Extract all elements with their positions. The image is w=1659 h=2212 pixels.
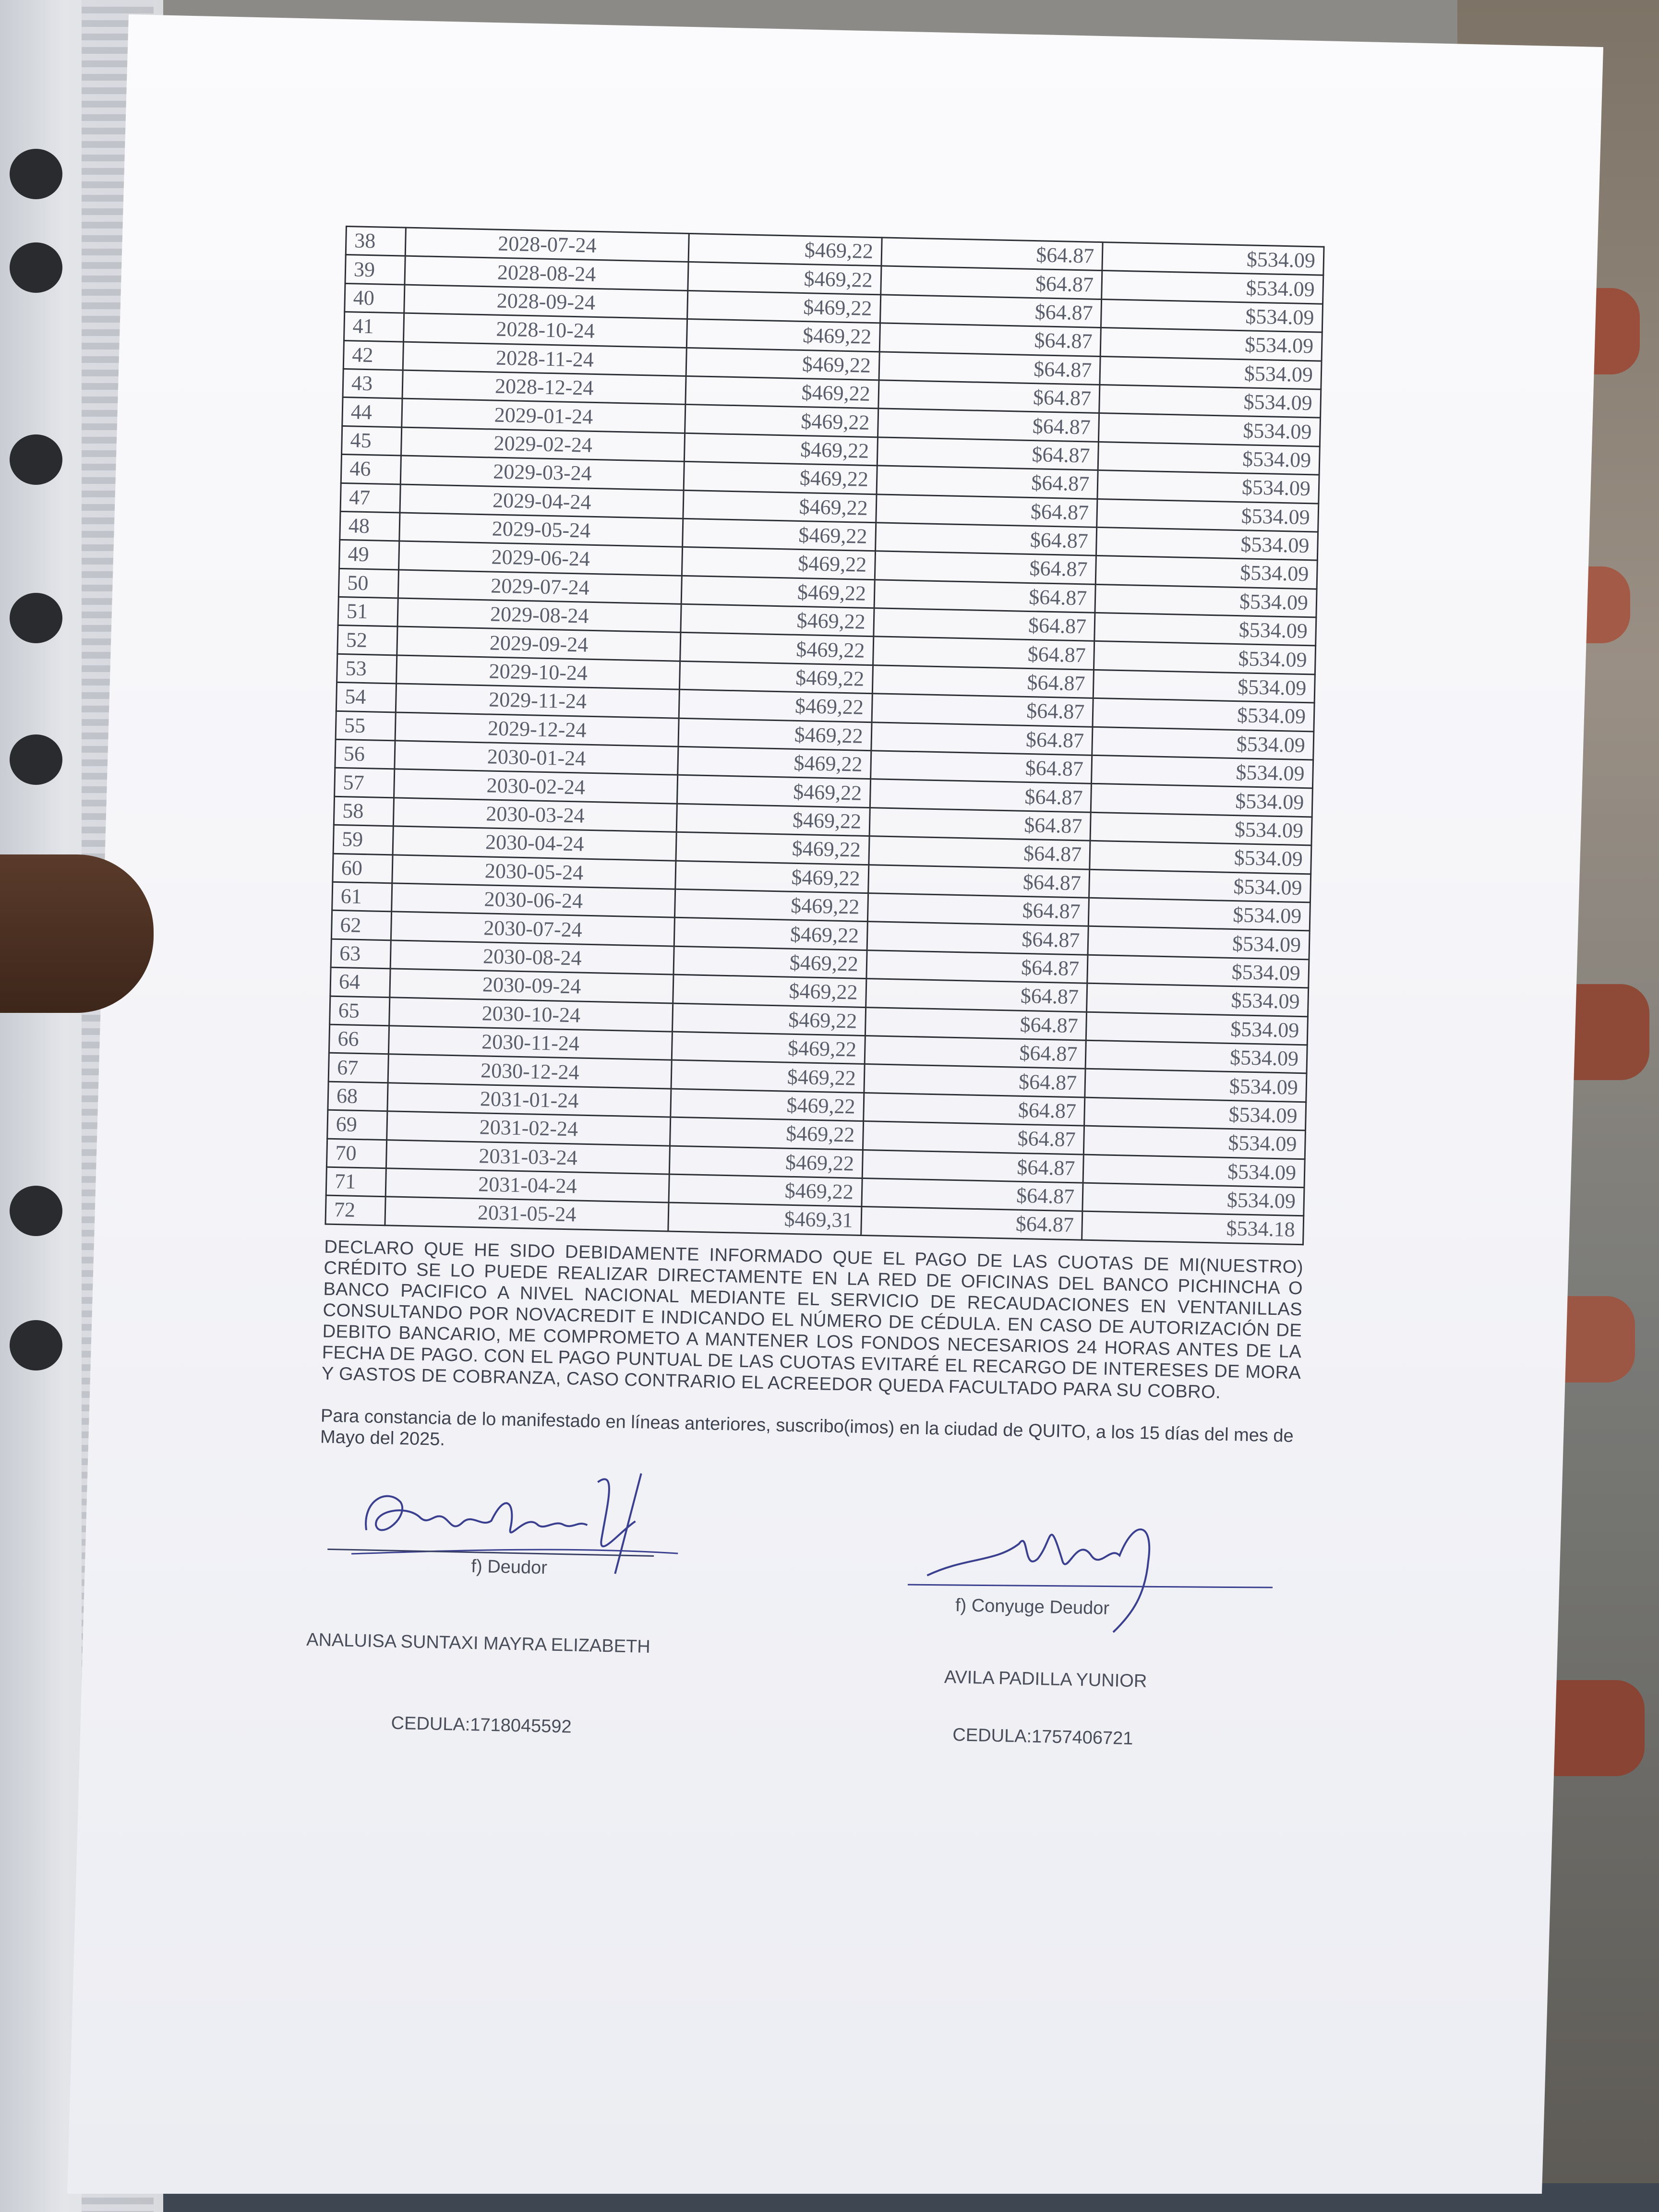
constancia-statement: Para constancia de lo manifestado en líneas anteriores, suscribo(imos) en la ciudad de QUITO, a los 15 días del mes de Mayo del 2025. [320, 1406, 1294, 1450]
total-amount-cell: $534.09 [1083, 1154, 1305, 1188]
binder-hole [10, 242, 62, 293]
principal-amount-cell: $469,22 [669, 1146, 863, 1178]
charge-amount-cell: $64.87 [878, 409, 1099, 442]
due-date-cell: 2029-03-24 [401, 456, 685, 490]
installment-number-cell: 66 [329, 1024, 389, 1054]
principal-amount-cell: $469,22 [676, 832, 869, 865]
charge-amount-cell: $64.87 [874, 608, 1095, 641]
principal-amount-cell: $469,22 [672, 1032, 865, 1064]
charge-amount-cell: $64.87 [863, 1093, 1085, 1126]
document-content [306, 226, 1344, 1824]
total-amount-cell: $534.09 [1101, 299, 1323, 332]
payment-declaration: DECLARO QUE HE SIDO DEBIDAMENTE INFORMADO QUE EL PAGO DE LAS CUOTAS DE MI(NUESTRO) CRÉDITO SE LO PUEDE REALIZAR DIRECTAMENTE EN LA RED DE OFICINAS DEL BANCO PICHINCHA O BANCO PACIFICO A NIVEL NACIONAL MEDIANTE EL SERVICIO DE RECAUDACIONES EN VENTANILLAS CONSULTANDO POR NOVACREDIT E INDICANDO EL NÚMERO DE CÉDULA. EN CASO DE AUTORIZACIÓN DE DEBITO BANCARIO, ME COMPROMETO A MANTENER LOS FONDOS NECESARIOS 24 HORAS ANTES DE LA FECHA DE PAGO. CON EL PAGO PUNTUAL DE LAS CUOTAS EVITARÉ EL RECARGO DE INTERESES DE MORA Y GASTOS DE COBRANZA, CASO CONTRARIO EL ACREEDOR QUEDA FACULTADO PARA SU COBRO. [321, 1237, 1304, 1403]
principal-amount-cell: $469,22 [670, 1117, 864, 1150]
due-date-cell: 2031-02-24 [387, 1111, 671, 1146]
installment-number-cell: 57 [335, 768, 395, 798]
charge-amount-cell: $64.87 [861, 1207, 1082, 1240]
principal-amount-cell: $469,22 [671, 1060, 865, 1093]
due-date-cell: 2030-04-24 [393, 826, 676, 861]
due-date-cell: 2028-09-24 [404, 285, 688, 319]
installment-number-cell: 64 [330, 967, 391, 997]
total-amount-cell: $534.09 [1091, 784, 1312, 817]
charge-amount-cell: $64.87 [869, 807, 1091, 841]
charge-amount-cell: $64.87 [881, 238, 1103, 271]
spouse-cedula: CEDULA:1757406721 [952, 1724, 1133, 1749]
due-date-cell: 2029-08-24 [397, 598, 681, 633]
charge-amount-cell: $64.87 [862, 1178, 1083, 1211]
due-date-cell: 2028-10-24 [404, 313, 687, 348]
total-amount-cell: $534.09 [1093, 670, 1315, 703]
total-amount-cell: $534.09 [1089, 869, 1311, 902]
principal-amount-cell: $469,22 [686, 348, 879, 380]
binder-hole [10, 434, 62, 485]
due-date-cell: 2028-07-24 [406, 228, 689, 262]
due-date-cell: 2029-07-24 [398, 570, 682, 604]
due-date-cell: 2030-01-24 [395, 741, 678, 775]
total-amount-cell: $534.09 [1095, 584, 1317, 617]
installment-number-cell: 68 [328, 1082, 388, 1111]
principal-amount-cell: $469,22 [683, 518, 876, 551]
installment-number-cell: 44 [342, 397, 403, 427]
due-date-cell: 2031-04-24 [385, 1168, 669, 1203]
binder-hole [10, 149, 62, 199]
principal-amount-cell: $469,22 [687, 290, 881, 323]
installment-number-cell: 39 [345, 255, 406, 285]
installment-number-cell: 62 [331, 911, 392, 940]
spouse-name: AVILA PADILLA YUNIOR [944, 1667, 1147, 1692]
principal-amount-cell: $469,22 [685, 376, 879, 409]
payment-schedule-body [325, 227, 1324, 1245]
due-date-cell: 2030-02-24 [394, 769, 678, 804]
total-amount-cell: $534.09 [1086, 1012, 1308, 1045]
principal-amount-cell: $469,22 [688, 262, 881, 295]
due-date-cell: 2030-05-24 [392, 854, 676, 889]
installment-number-cell: 43 [343, 369, 403, 398]
total-amount-cell: $534.09 [1087, 955, 1309, 988]
total-amount-cell: $534.09 [1088, 926, 1310, 960]
principal-amount-cell: $469,22 [683, 490, 877, 523]
charge-amount-cell: $64.87 [866, 979, 1087, 1012]
principal-amount-cell: $469,22 [673, 974, 866, 1007]
due-date-cell: 2031-05-24 [385, 1197, 669, 1231]
principal-amount-cell: $469,22 [674, 918, 867, 950]
charge-amount-cell: $64.87 [880, 266, 1102, 299]
principal-amount-cell: $469,22 [673, 946, 867, 979]
spouse-signature-block [910, 1498, 1274, 1749]
charge-amount-cell: $64.87 [870, 779, 1092, 812]
installment-number-cell: 50 [338, 568, 399, 598]
due-date-cell: 2030-07-24 [391, 912, 675, 946]
installment-number-cell: 71 [326, 1167, 386, 1197]
total-amount-cell: $534.09 [1090, 841, 1311, 874]
due-date-cell: 2029-05-24 [399, 513, 683, 547]
total-amount-cell: $534.09 [1092, 727, 1314, 760]
total-amount-cell: $534.09 [1096, 527, 1318, 560]
binder-hole [10, 593, 62, 643]
debtor-role-label: f) Deudor [471, 1556, 548, 1578]
installment-number-cell: 49 [339, 540, 400, 570]
due-date-cell: 2029-10-24 [397, 655, 680, 690]
installment-number-cell: 61 [332, 882, 393, 912]
charge-amount-cell: $64.87 [865, 1035, 1086, 1069]
installment-number-cell: 51 [338, 597, 398, 626]
total-amount-cell: $534.09 [1100, 328, 1322, 361]
total-amount-cell: $534.09 [1087, 983, 1309, 1016]
installment-number-cell: 41 [344, 312, 404, 342]
charge-amount-cell: $64.87 [879, 323, 1101, 356]
charge-amount-cell: $64.87 [867, 922, 1089, 955]
total-amount-cell: $534.09 [1084, 1097, 1306, 1130]
charge-amount-cell: $64.87 [864, 1064, 1086, 1097]
principal-amount-cell: $469,22 [673, 1003, 866, 1036]
total-amount-cell: $534.09 [1093, 698, 1314, 732]
debtor-signature-block [306, 1457, 675, 1737]
charge-amount-cell: $64.87 [867, 893, 1089, 926]
principal-amount-cell: $469,22 [682, 547, 875, 580]
installment-number-cell: 60 [333, 854, 393, 883]
principal-amount-cell: $469,22 [680, 633, 874, 665]
total-amount-cell: $534.09 [1094, 613, 1316, 646]
charge-amount-cell: $64.87 [877, 437, 1099, 470]
due-date-cell: 2031-01-24 [387, 1082, 671, 1117]
due-date-cell: 2030-12-24 [388, 1054, 672, 1089]
principal-amount-cell: $469,22 [675, 889, 868, 922]
total-amount-cell: $534.09 [1097, 470, 1319, 504]
charge-amount-cell: $64.87 [874, 579, 1096, 613]
total-amount-cell: $534.09 [1102, 271, 1323, 304]
charge-amount-cell: $64.87 [877, 466, 1098, 499]
due-date-cell: 2028-12-24 [402, 370, 686, 405]
due-date-cell: 2030-11-24 [389, 1026, 673, 1060]
due-date-cell: 2031-03-24 [386, 1140, 670, 1174]
installment-number-cell: 59 [333, 825, 394, 854]
charge-amount-cell: $64.87 [869, 836, 1091, 869]
total-amount-cell: $534.18 [1082, 1211, 1304, 1244]
charge-amount-cell: $64.87 [872, 665, 1094, 698]
due-date-cell: 2030-10-24 [389, 997, 673, 1032]
principal-amount-cell: $469,22 [676, 804, 870, 836]
principal-amount-cell: $469,22 [678, 718, 872, 751]
installment-number-cell: 40 [345, 283, 405, 313]
installment-number-cell: 45 [342, 426, 402, 456]
due-date-cell: 2029-09-24 [397, 626, 681, 661]
debtor-cedula: CEDULA:1718045592 [391, 1713, 572, 1737]
due-date-cell: 2030-06-24 [392, 883, 675, 918]
charge-amount-cell: $64.87 [870, 751, 1092, 784]
principal-amount-cell: $469,22 [684, 462, 877, 494]
total-amount-cell: $534.09 [1102, 242, 1324, 276]
installment-number-cell: 42 [343, 340, 404, 370]
charge-amount-cell: $64.87 [875, 523, 1097, 556]
installment-number-cell: 38 [346, 227, 406, 256]
principal-amount-cell: $469,22 [678, 746, 871, 779]
charge-amount-cell: $64.87 [866, 950, 1088, 983]
charge-amount-cell: $64.87 [876, 494, 1098, 527]
total-amount-cell: $534.09 [1085, 1040, 1307, 1073]
principal-amount-cell: $469,22 [681, 604, 874, 637]
due-date-cell: 2028-08-24 [405, 256, 688, 291]
due-date-cell: 2030-03-24 [394, 798, 677, 832]
signature-section [306, 1457, 1318, 1823]
installment-number-cell: 70 [326, 1139, 387, 1168]
principal-amount-cell: $469,22 [671, 1089, 864, 1121]
charge-amount-cell: $64.87 [868, 865, 1090, 898]
installment-number-cell: 54 [336, 683, 397, 712]
installment-number-cell: 53 [337, 654, 397, 684]
charge-amount-cell: $64.87 [878, 380, 1100, 413]
installment-number-cell: 46 [341, 455, 401, 484]
total-amount-cell: $534.09 [1098, 442, 1320, 475]
principal-amount-cell: $469,22 [680, 661, 873, 694]
total-amount-cell: $534.09 [1082, 1183, 1304, 1216]
charge-amount-cell: $64.87 [872, 694, 1094, 727]
installment-number-cell: 69 [327, 1110, 388, 1140]
principal-amount-cell: $469,22 [684, 433, 878, 466]
charge-amount-cell: $64.87 [862, 1150, 1084, 1183]
principal-amount-cell: $469,22 [688, 233, 882, 266]
charge-amount-cell: $64.87 [863, 1121, 1084, 1154]
installment-number-cell: 58 [334, 796, 394, 826]
total-amount-cell: $534.09 [1092, 755, 1313, 788]
due-date-cell: 2030-08-24 [390, 940, 674, 975]
debtor-name: ANALUISA SUNTAXI MAYRA ELIZABETH [306, 1629, 651, 1657]
charge-amount-cell: $64.87 [880, 295, 1102, 328]
principal-amount-cell: $469,22 [675, 861, 869, 893]
principal-amount-cell: $469,22 [677, 775, 871, 808]
principal-amount-cell: $469,31 [668, 1202, 862, 1235]
payment-schedule-table [325, 226, 1324, 1245]
installment-number-cell: 47 [340, 483, 401, 513]
charge-amount-cell: $64.87 [865, 1007, 1087, 1040]
total-amount-cell: $534.09 [1095, 556, 1317, 589]
installment-number-cell: 65 [330, 996, 390, 1026]
total-amount-cell: $534.09 [1100, 356, 1322, 389]
due-date-cell: 2029-11-24 [396, 684, 680, 718]
total-amount-cell: $534.09 [1097, 499, 1319, 532]
binder-hole [10, 1186, 62, 1236]
installment-number-cell: 48 [340, 511, 400, 541]
total-amount-cell: $534.09 [1094, 641, 1316, 674]
total-amount-cell: $534.09 [1099, 385, 1321, 418]
due-date-cell: 2029-02-24 [401, 427, 685, 462]
total-amount-cell: $534.09 [1084, 1126, 1306, 1159]
principal-amount-cell: $469,22 [685, 405, 878, 437]
installment-number-cell: 67 [328, 1053, 389, 1082]
charge-amount-cell: $64.87 [879, 351, 1101, 385]
binder-hole [10, 734, 62, 785]
due-date-cell: 2029-06-24 [399, 541, 683, 576]
total-amount-cell: $534.09 [1090, 812, 1312, 845]
binder-hole [10, 1320, 62, 1370]
due-date-cell: 2029-04-24 [400, 484, 684, 519]
total-amount-cell: $534.09 [1085, 1069, 1307, 1102]
spouse-role-label: f) Conyuge Deudor [955, 1595, 1110, 1619]
installment-number-cell: 55 [336, 711, 396, 741]
installment-number-cell: 63 [331, 939, 391, 969]
principal-amount-cell: $469,22 [681, 576, 875, 608]
due-date-cell: 2028-11-24 [403, 342, 687, 376]
due-date-cell: 2029-12-24 [395, 712, 679, 747]
installment-number-cell: 72 [325, 1195, 386, 1225]
installment-number-cell: 52 [337, 625, 398, 655]
principal-amount-cell: $469,22 [669, 1174, 862, 1207]
charge-amount-cell: $64.87 [873, 637, 1094, 670]
principal-amount-cell: $469,22 [686, 319, 880, 352]
principal-amount-cell: $469,22 [679, 690, 872, 722]
due-date-cell: 2030-09-24 [390, 969, 673, 1003]
spouse-signature [907, 1484, 1275, 1645]
thumb [0, 854, 154, 1013]
installment-number-cell: 56 [335, 739, 396, 769]
total-amount-cell: $534.09 [1099, 413, 1321, 446]
charge-amount-cell: $64.87 [875, 551, 1096, 584]
total-amount-cell: $534.09 [1088, 898, 1310, 931]
due-date-cell: 2029-01-24 [402, 398, 685, 433]
charge-amount-cell: $64.87 [871, 722, 1093, 755]
